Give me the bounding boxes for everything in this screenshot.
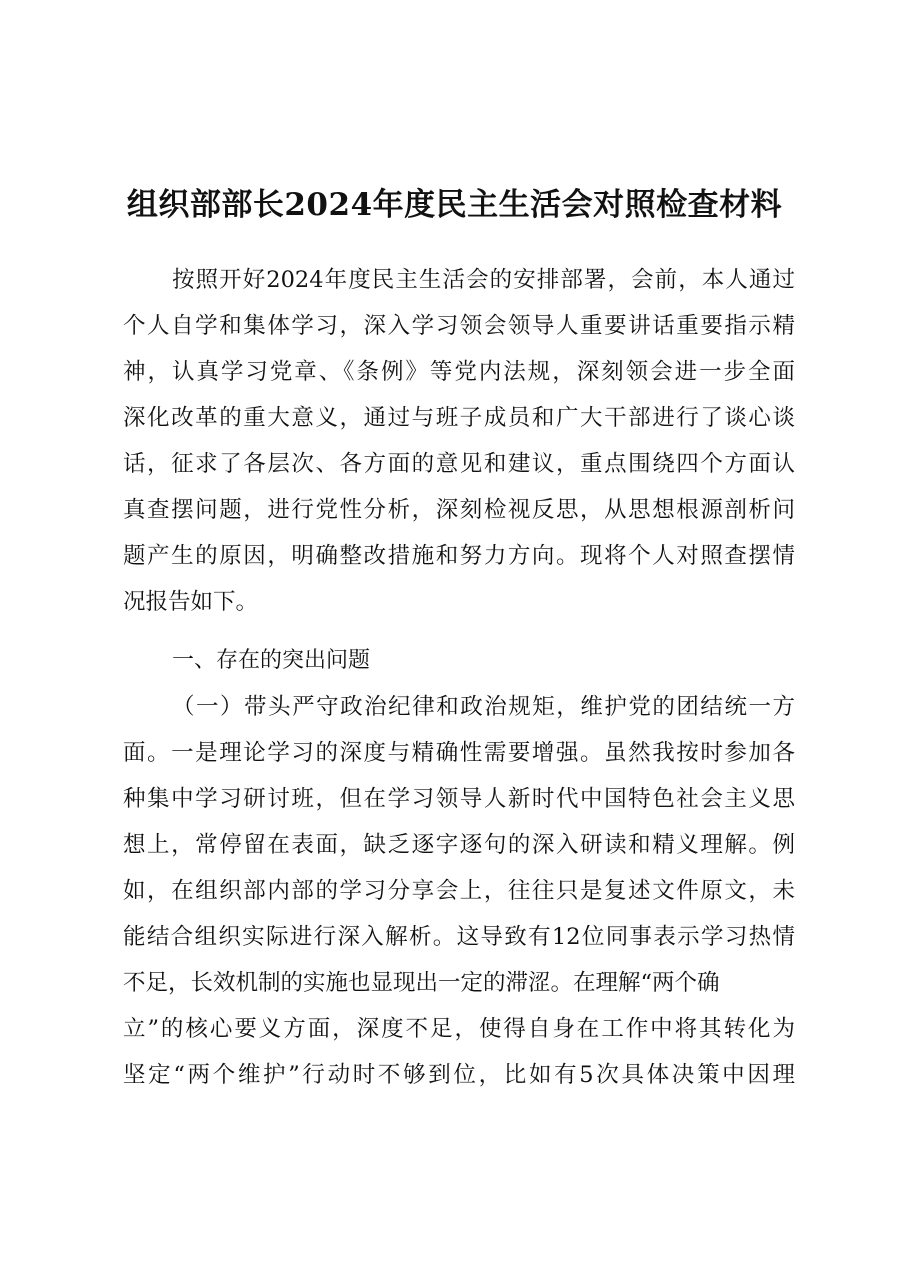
body-line: 想上，常停留在表面，缺乏逐字逐句的深入研读和精义理解。例 — [123, 832, 795, 858]
body-line: 面。一是理论学习的深度与精确性需要增强。虽然我按时参加各 — [123, 740, 795, 766]
intro-line: 题产生的原因，明确整改措施和努力方向。现将个人对照查摆情 — [123, 543, 795, 569]
body-line: 坚定“两个维护”行动时不够到位，比如有5次具体决策中因理 — [123, 1062, 795, 1088]
document-title: 组织部部长2024年度民主生活会对照检查材料 — [126, 187, 783, 223]
intro-line: 真查摆问题，进行党性分析，深刻检视反思，从思想根源剖析问 — [123, 497, 795, 523]
body-line: （一）带头严守政治纪律和政治规矩，维护党的团结统一方 — [172, 694, 795, 720]
body-line: 能结合组织实际进行深入解析。这导致有12位同事表示学习热情 — [123, 924, 795, 950]
section-heading: 一、存在的突出问题 — [172, 648, 371, 673]
intro-line: 话，征求了各层次、各方面的意见和建议，重点围绕四个方面认 — [123, 451, 795, 477]
body-line: 不足，长效机制的实施也显现出一定的滞涩。在理解“两个确 — [123, 970, 720, 996]
intro-line: 个人自学和集体学习，深入学习领会领导人重要讲话重要指示精 — [123, 313, 795, 339]
body-line: 立”的核心要义方面，深度不足，使得自身在工作中将其转化为 — [123, 1016, 795, 1042]
intro-line: 按照开好2024年度民主生活会的安排部署，会前，本人通过 — [172, 267, 795, 293]
intro-line: 神，认真学习党章、《条例》等党内法规，深刻领会进一步全面 — [123, 359, 795, 385]
intro-line: 况报告如下。 — [123, 589, 259, 615]
intro-line: 深化改革的重大意义，通过与班子成员和广大干部进行了谈心谈 — [123, 405, 795, 431]
body-line: 种集中学习研讨班，但在学习领导人新时代中国特色社会主义思 — [123, 786, 795, 812]
body-line: 如，在组织部内部的学习分享会上，往往只是复述文件原文，未 — [123, 878, 795, 904]
